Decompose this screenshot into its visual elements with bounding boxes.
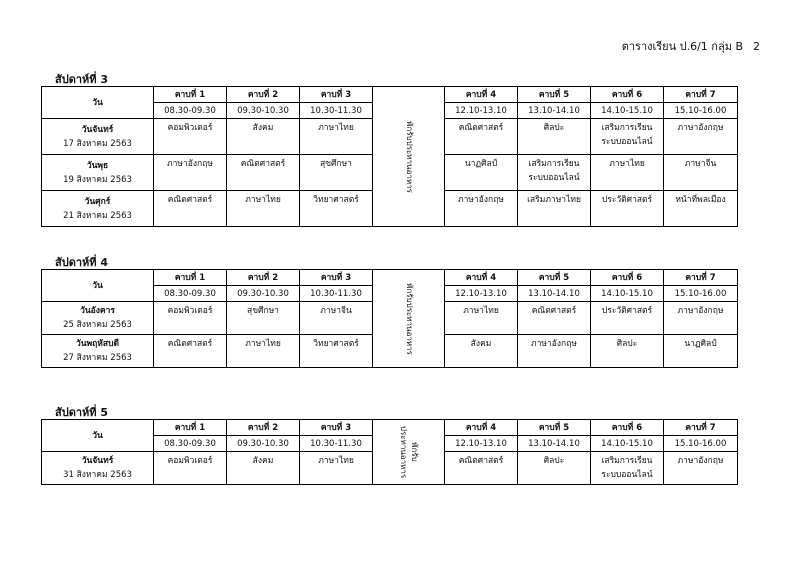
period-time: 09.30-10.30: [227, 103, 300, 119]
subject-cell: หน้าที่พลเมือง: [664, 191, 738, 227]
page-number: 2: [753, 40, 760, 53]
week-title: สัปดาห์ที่ 5: [55, 406, 109, 419]
day-date: 21 สิงหาคม 2563: [63, 210, 132, 221]
day-date: 31 สิงหาคม 2563: [63, 470, 132, 480]
day-cell: [42, 302, 154, 335]
day-name: วันอังคาร: [80, 306, 115, 316]
day-cell: [42, 335, 154, 368]
period-header: คาบที่ 4: [445, 420, 518, 436]
period-time: 08.30-09.30: [154, 103, 227, 119]
period-time: 12.10-13.10: [445, 103, 518, 119]
period-time: 10.30-11.30: [300, 436, 373, 452]
day-cell: [42, 191, 154, 227]
subject-cell: ประวัติศาสตร์: [591, 302, 664, 335]
day-cell: [42, 155, 154, 191]
period-time: 08.30-09.30: [154, 436, 227, 452]
timetable: [41, 419, 738, 485]
period-header: คาบที่ 7: [664, 420, 738, 436]
period-time: 13.10-14.10: [518, 286, 591, 302]
period-header: คาบที่ 1: [154, 87, 227, 103]
period-header: คาบที่ 5: [518, 87, 591, 103]
subject-cell: ภาษาอังกฤษ: [518, 335, 591, 368]
day-header: วัน: [42, 270, 154, 302]
period-time: 09.30-10.30: [227, 436, 300, 452]
subject-cell: คณิตศาสตร์: [227, 155, 300, 191]
day-header: วัน: [42, 420, 154, 452]
subject-cell: ภาษาไทย: [445, 302, 518, 335]
lunch-break-label: [398, 426, 420, 478]
subject-cell: คอมพิวเตอร์: [154, 302, 227, 335]
period-time: 14.10-15.10: [591, 286, 664, 302]
period-time: 08.30-09.30: [154, 286, 227, 302]
period-header: คาบที่ 2: [227, 87, 300, 103]
day-name: วันพฤหัสบดี: [75, 339, 120, 349]
subject-cell: ภาษาไทย: [300, 119, 373, 155]
period-header: คาบที่ 6: [591, 87, 664, 103]
day-name: วันจันทร์: [81, 456, 114, 466]
subject-cell: ประวัติศาสตร์: [591, 191, 664, 227]
period-header: คาบที่ 5: [518, 420, 591, 436]
timetable: [41, 269, 738, 368]
period-header: คาบที่ 4: [445, 270, 518, 286]
subject-cell: สุขศึกษา: [227, 302, 300, 335]
period-header: คาบที่ 6: [591, 420, 664, 436]
day-cell: [42, 119, 154, 155]
subject-cell: คณิตศาสตร์: [445, 119, 518, 155]
subject-cell: คณิตศาสตร์: [154, 191, 227, 227]
subject-cell: ศิลปะ: [518, 452, 591, 485]
period-time: 13.10-14.10: [518, 103, 591, 119]
subject-cell: ภาษาจีน: [300, 302, 373, 335]
period-header: คาบที่ 2: [227, 270, 300, 286]
subject-cell: เสริมการเรียน ระบบออนไลน์: [518, 155, 591, 191]
day-name: วันศุกร์: [84, 196, 111, 207]
period-time: 12.10-13.10: [445, 436, 518, 452]
period-header: คาบที่ 5: [518, 270, 591, 286]
lunch-break: [373, 420, 445, 485]
week-title: สัปดาห์ที่ 3: [55, 73, 109, 86]
day-date: 19 สิงหาคม 2563: [63, 174, 132, 185]
period-time: 14.10-15.10: [591, 436, 664, 452]
period-header: คาบที่ 1: [154, 420, 227, 436]
day-cell: [42, 452, 154, 485]
subject-cell: เสริมการเรียน ระบบออนไลน์: [591, 452, 664, 485]
subject-cell: ภาษาอังกฤษ: [154, 155, 227, 191]
subject-cell: วิทยาศาสตร์: [300, 335, 373, 368]
subject-cell: ศิลปะ: [518, 119, 591, 155]
period-header: คาบที่ 7: [664, 270, 738, 286]
lunch-break-label-line: พักรับ: [409, 442, 419, 462]
period-header: คาบที่ 1: [154, 270, 227, 286]
subject-cell: ภาษาไทย: [227, 335, 300, 368]
period-time: 09.30-10.30: [227, 286, 300, 302]
lunch-break-label-line: ประทานอาหาร: [398, 425, 408, 479]
subject-cell: คณิตศาสตร์: [154, 335, 227, 368]
page-header: [560, 37, 760, 55]
subject-cell: นาฏศิลป์: [445, 155, 518, 191]
subject-cell: สังคม: [227, 452, 300, 485]
period-header: คาบที่ 6: [591, 270, 664, 286]
period-header: คาบที่ 4: [445, 87, 518, 103]
subject-cell: คณิตศาสตร์: [445, 452, 518, 485]
period-header: คาบที่ 2: [227, 420, 300, 436]
document-title: ตารางเรียน ป.6/1 กลุ่ม B: [621, 40, 743, 53]
lunch-break-label: พักรับประทานอาหาร: [404, 282, 414, 355]
lunch-break: [373, 87, 445, 227]
period-time: 10.30-11.30: [300, 103, 373, 119]
subject-cell: ศิลปะ: [591, 335, 664, 368]
day-name: วันจันทร์: [81, 124, 114, 135]
subject-cell: สังคม: [445, 335, 518, 368]
lunch-break: [373, 270, 445, 368]
lunch-break-label: พักรับประทานอาหาร: [404, 120, 414, 193]
day-name: วันพุธ: [86, 160, 109, 171]
period-header: คาบที่ 7: [664, 87, 738, 103]
period-time: 15.10-16.00: [664, 436, 738, 452]
day-date: 27 สิงหาคม 2563: [63, 353, 132, 363]
day-date: 17 สิงหาคม 2563: [63, 138, 132, 149]
subject-cell: ภาษาจีน: [664, 155, 738, 191]
day-date: 25 สิงหาคม 2563: [63, 320, 132, 330]
subject-cell: สังคม: [227, 119, 300, 155]
period-header: คาบที่ 3: [300, 270, 373, 286]
period-time: 12.10-13.10: [445, 286, 518, 302]
subject-cell: เสริมการเรียน ระบบออนไลน์: [591, 119, 664, 155]
period-time: 15.10-16.00: [664, 103, 738, 119]
week-title: สัปดาห์ที่ 4: [55, 256, 109, 269]
day-header: วัน: [42, 87, 154, 119]
period-time: 14.10-15.10: [591, 103, 664, 119]
subject-cell: คอมพิวเตอร์: [154, 452, 227, 485]
period-header: คาบที่ 3: [300, 420, 373, 436]
subject-cell: คอมพิวเตอร์: [154, 119, 227, 155]
subject-cell: ภาษาอังกฤษ: [664, 452, 738, 485]
subject-cell: ภาษาอังกฤษ: [664, 119, 738, 155]
period-header: คาบที่ 3: [300, 87, 373, 103]
subject-cell: ภาษาอังกฤษ: [445, 191, 518, 227]
period-time: 13.10-14.10: [518, 436, 591, 452]
subject-cell: ภาษาไทย: [591, 155, 664, 191]
subject-cell: ภาษาไทย: [227, 191, 300, 227]
subject-cell: คณิตศาสตร์: [518, 302, 591, 335]
subject-cell: วิทยาศาสตร์: [300, 191, 373, 227]
period-time: 15.10-16.00: [664, 286, 738, 302]
subject-cell: สุขศึกษา: [300, 155, 373, 191]
subject-cell: นาฏศิลป์: [664, 335, 738, 368]
subject-cell: ภาษาไทย: [300, 452, 373, 485]
subject-cell: ภาษาอังกฤษ: [664, 302, 738, 335]
timetable: [41, 86, 738, 227]
subject-cell: เสริมภาษาไทย: [518, 191, 591, 227]
period-time: 10.30-11.30: [300, 286, 373, 302]
